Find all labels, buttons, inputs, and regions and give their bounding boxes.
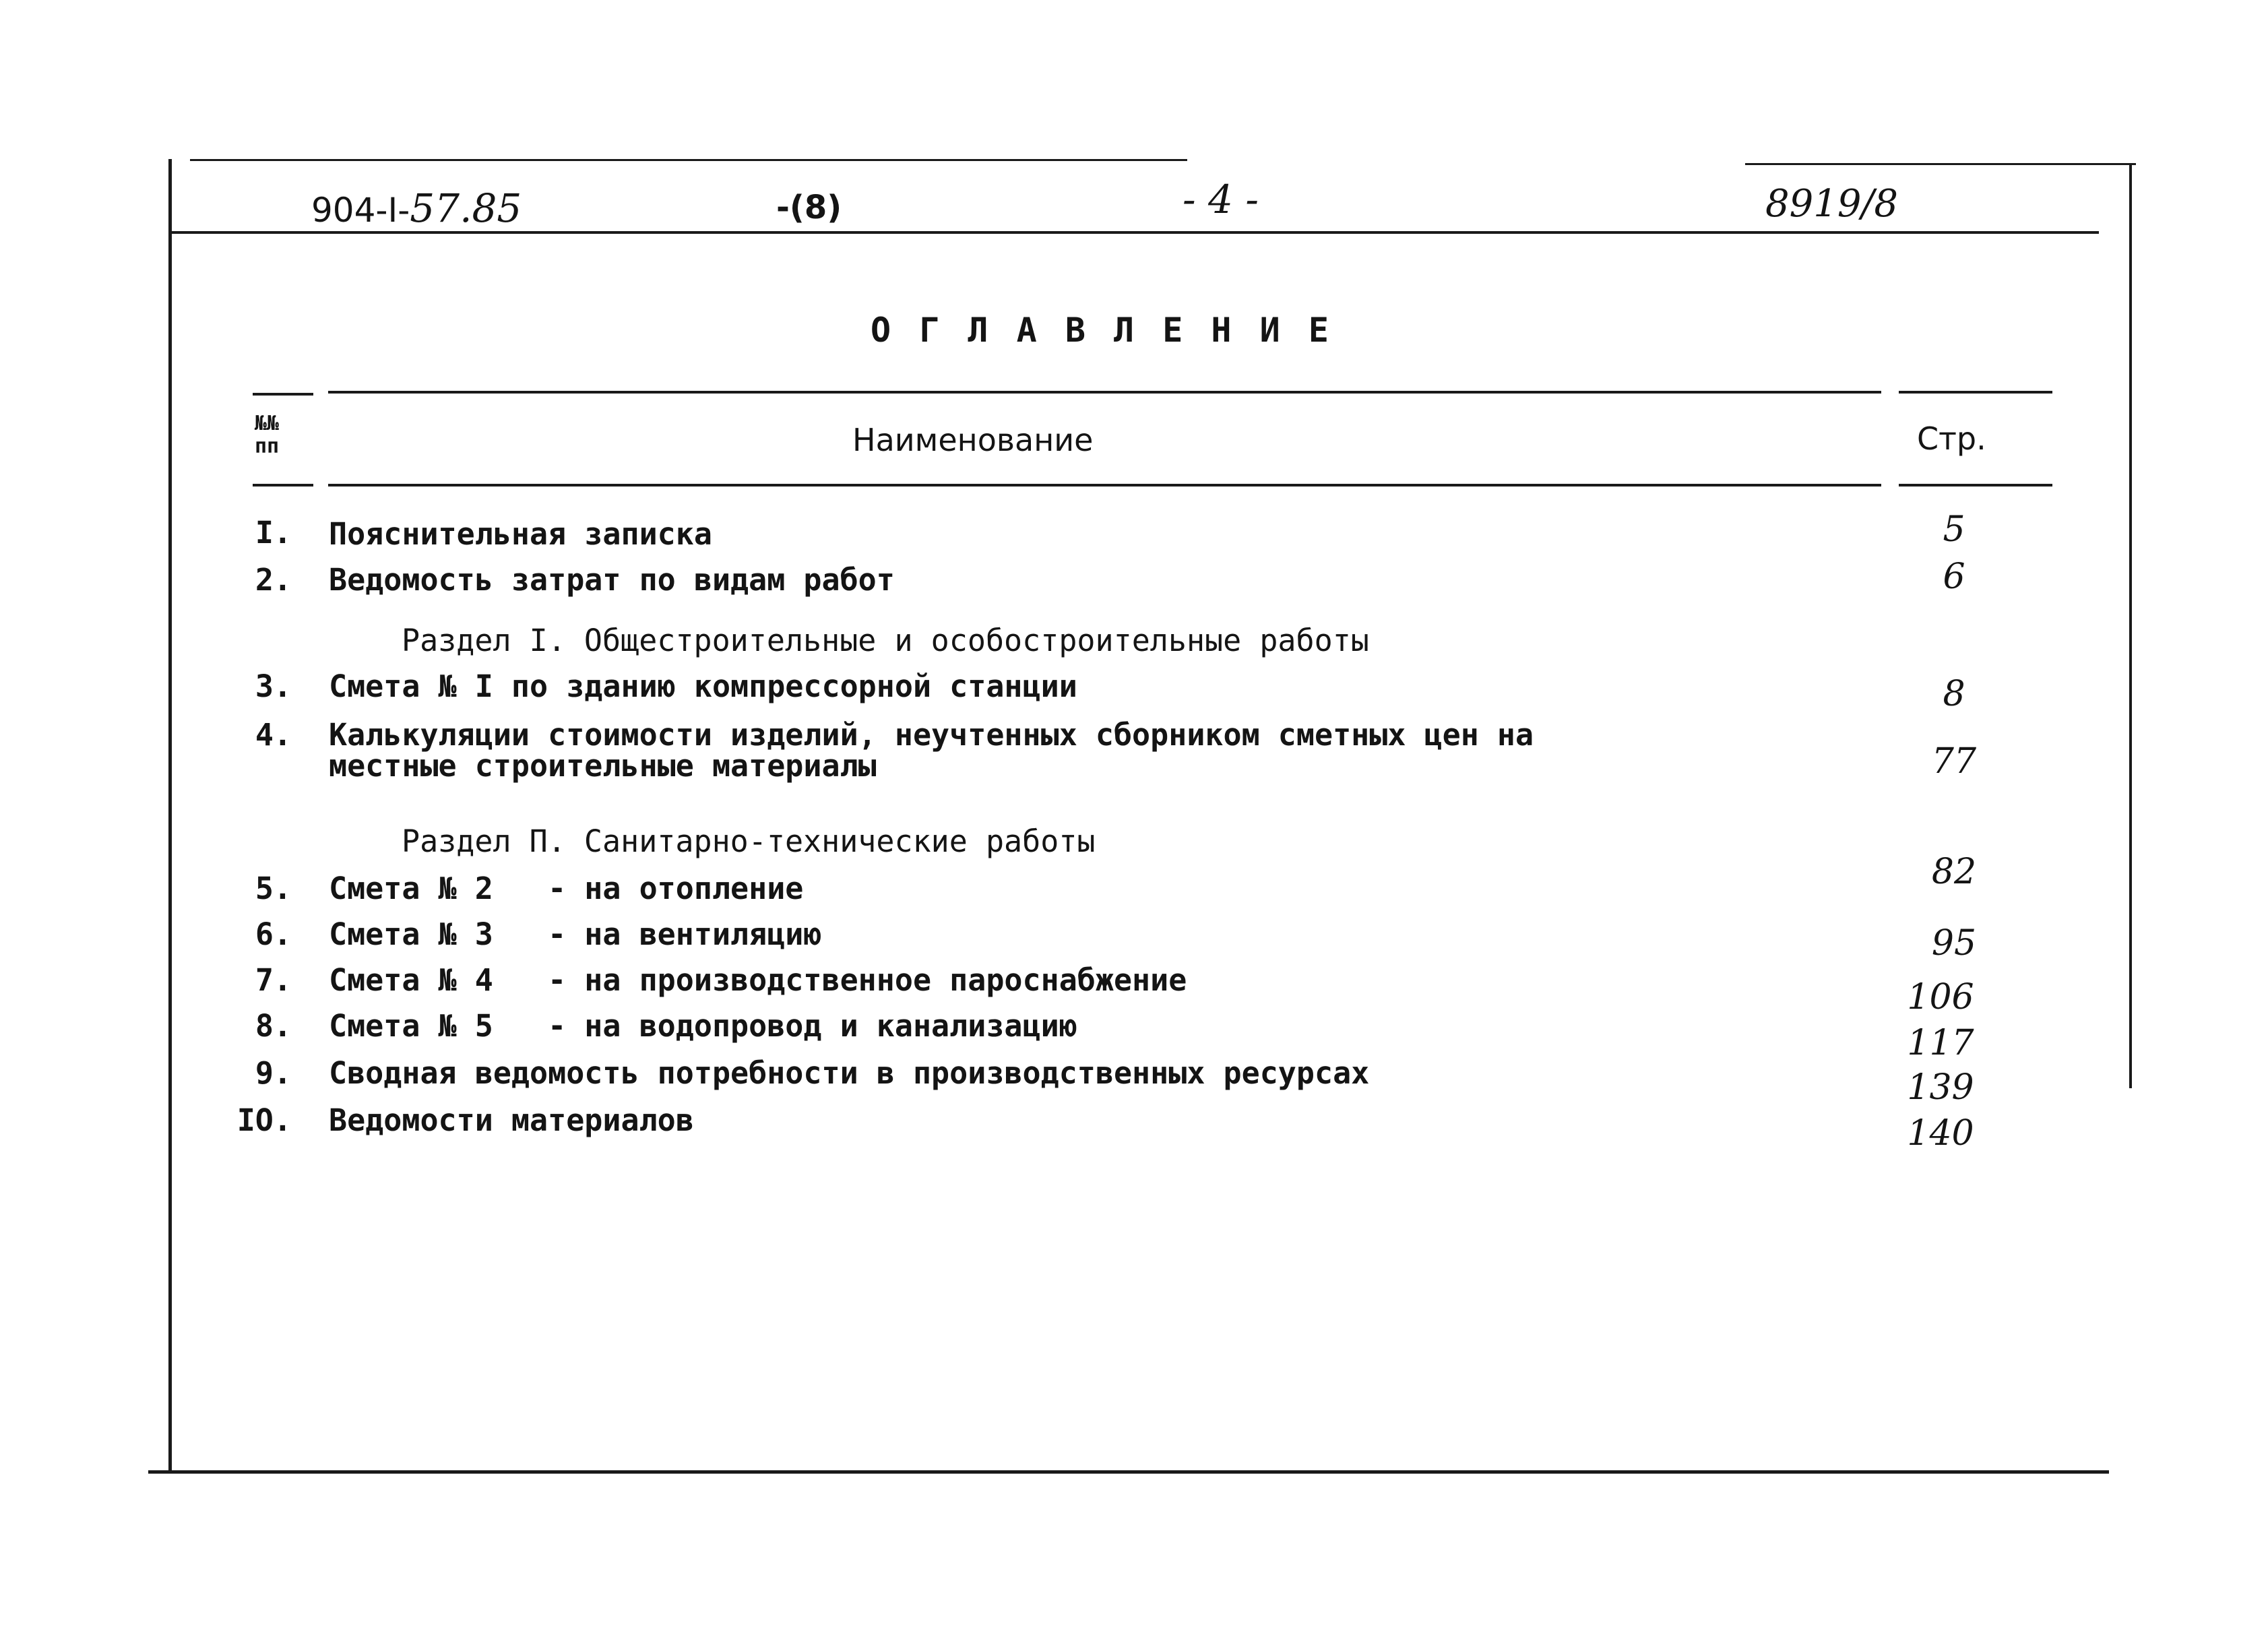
item-number: 6. bbox=[255, 916, 292, 952]
item-text-line1: Калькуляции стоимости изделий, неучтенных сборником сметных цен на bbox=[329, 717, 1534, 753]
header-divider-line bbox=[172, 231, 2099, 234]
page-number: - 4 - bbox=[1183, 177, 1259, 222]
table-top-line-name bbox=[328, 391, 1881, 394]
item-number: 4. bbox=[255, 717, 292, 753]
frame-right-line bbox=[2129, 165, 2132, 1088]
doc-code-handwritten: 57.85 bbox=[410, 185, 522, 231]
table-top-line-num bbox=[253, 393, 313, 396]
item-text: Ведомости материалов bbox=[329, 1102, 694, 1138]
column-header-name: Наименование bbox=[852, 422, 1094, 458]
table-header-bottom-line-num bbox=[253, 484, 313, 487]
item-text: Сводная ведомость потребности в производственных ресурсах bbox=[329, 1055, 1370, 1091]
item-text: Смета № I по зданию компрессорной станции bbox=[329, 668, 1077, 704]
item-number: 9. bbox=[255, 1055, 292, 1091]
frame-top-line bbox=[190, 159, 1187, 161]
item-number: 5. bbox=[255, 871, 292, 906]
page-title: О Г Л А В Л Е Н И Е bbox=[871, 311, 1333, 350]
sheet-code: -(8) bbox=[776, 189, 842, 226]
item-text: Смета № 4 - на производственное пароснабжение bbox=[329, 962, 1187, 998]
table-top-line-page bbox=[1899, 391, 2052, 394]
item-number: 2. bbox=[255, 562, 292, 598]
table-header-bottom-line-name bbox=[328, 484, 1881, 487]
frame-bottom-line bbox=[148, 1470, 2109, 1474]
frame-top-line-right bbox=[1745, 163, 2136, 165]
section-heading: Раздел I. Общестроительные и особостроительные работы bbox=[402, 623, 1369, 658]
doc-code-printed: 904-I- bbox=[311, 191, 410, 230]
item-text: Пояснительная записка bbox=[329, 516, 712, 552]
item-text: Смета № 5 - на водопровод и канализацию bbox=[329, 1008, 1077, 1044]
item-text: Смета № 2 - на отопление bbox=[329, 871, 804, 906]
item-page: 139 bbox=[1907, 1067, 1974, 1108]
item-page: 8 bbox=[1943, 674, 1965, 714]
item-number: I. bbox=[255, 515, 292, 551]
item-text: Смета № 3 - на вентиляцию bbox=[329, 916, 822, 952]
doc-code bbox=[311, 185, 522, 231]
item-page: 82 bbox=[1931, 852, 1977, 892]
frame-left-line bbox=[168, 159, 172, 1473]
column-header-number: №№ пп bbox=[255, 412, 280, 458]
item-number: 7. bbox=[255, 962, 292, 998]
section-heading: Раздел П. Санитарно-технические работы bbox=[402, 823, 1096, 859]
item-text: Ведомость затрат по видам работ bbox=[329, 562, 895, 598]
item-number: 8. bbox=[255, 1008, 292, 1044]
column-header-page: Стр. bbox=[1917, 420, 1986, 457]
table-header-bottom-line-page bbox=[1899, 484, 2052, 487]
item-page: 6 bbox=[1943, 557, 1965, 597]
item-page: 117 bbox=[1907, 1023, 1974, 1063]
item-number: IO. bbox=[237, 1102, 292, 1138]
item-text-line2: местные строительные материалы bbox=[329, 748, 877, 784]
item-number: 3. bbox=[255, 668, 292, 704]
item-page: 5 bbox=[1943, 509, 1965, 550]
item-page: 95 bbox=[1931, 923, 1977, 964]
item-page: 106 bbox=[1907, 977, 1974, 1017]
item-page: 140 bbox=[1907, 1113, 1974, 1154]
archive-number: 8919/8 bbox=[1765, 182, 1899, 226]
item-page: 77 bbox=[1931, 741, 1977, 782]
